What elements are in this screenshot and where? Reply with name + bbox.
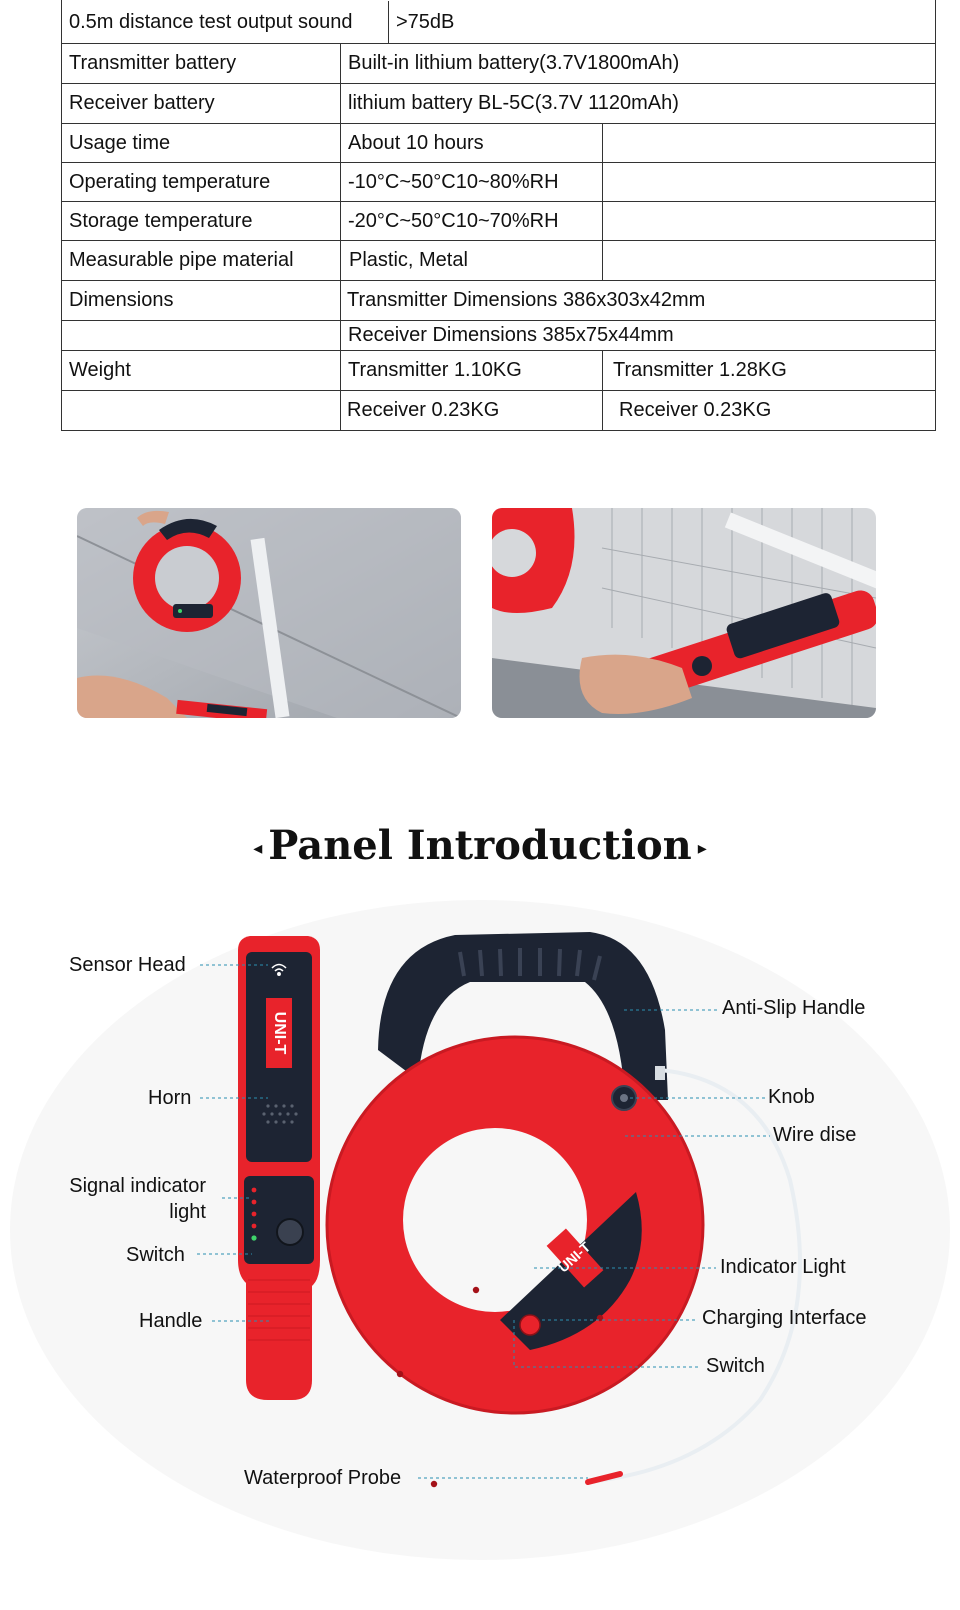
spec-value: Receiver Dimensions 385x75x44mm xyxy=(348,324,674,346)
spec-row-operating-temp xyxy=(62,163,935,202)
spec-value-2: Transmitter 1.28KG xyxy=(613,359,787,381)
spec-value: Plastic, Metal xyxy=(349,249,468,271)
spec-value: -20°C~50°C10~70%RH xyxy=(348,209,559,232)
panel-title-text: Panel Introduction xyxy=(268,822,692,869)
spec-table xyxy=(61,0,936,431)
spec-label: Usage time xyxy=(69,131,171,154)
spec-row-receiver-weight xyxy=(62,391,935,431)
spec-row-pipe-material xyxy=(62,241,935,281)
spec-row-weight xyxy=(62,351,935,391)
callout-sensor-head: Sensor Head xyxy=(69,954,186,976)
callout-waterproof-probe: Waterproof Probe xyxy=(244,1467,402,1489)
spec-label: Operating temperature xyxy=(69,170,271,193)
callout-knob: Knob xyxy=(768,1086,815,1108)
transmitter-logo: UNI-T xyxy=(554,1238,594,1276)
spec-label: Receiver battery xyxy=(69,92,215,114)
panel-title xyxy=(0,822,960,873)
callout-signal-indicator xyxy=(58,1174,206,1224)
callout-signal-indicator-line2: light xyxy=(169,1201,206,1223)
usage-photo-tiles xyxy=(492,508,876,718)
spec-value: lithium battery BL-5C(3.7V 1120mAh) xyxy=(348,92,679,114)
spec-label: Storage temperature xyxy=(69,209,253,232)
spec-label: Dimensions xyxy=(69,289,174,311)
callout-handle: Handle xyxy=(139,1310,203,1332)
callout-transmitter-switch: Switch xyxy=(706,1355,765,1377)
spec-row-receiver-dimensions xyxy=(62,321,935,351)
spec-row-storage-temp xyxy=(62,202,935,241)
panel-illustration xyxy=(0,880,960,1580)
callout-receiver-switch: Switch xyxy=(126,1244,185,1266)
usage-photo-wall xyxy=(77,508,461,718)
spec-value: -10°C~50°C10~80%RH xyxy=(348,170,559,193)
spec-row-output-sound xyxy=(62,1,935,44)
spec-value-2: Receiver 0.23KG xyxy=(619,399,772,421)
spec-value: Built-in lithium battery(3.7V1800mAh) xyxy=(348,52,680,74)
left-arrow-icon: ◂ xyxy=(253,838,263,859)
spec-row-usage-time xyxy=(62,124,935,163)
spec-value: Transmitter Dimensions 386x303x42mm xyxy=(347,289,706,311)
spec-row-dimensions xyxy=(62,281,935,321)
spec-label: Measurable pipe material xyxy=(69,249,294,271)
spec-row-transmitter-battery xyxy=(62,44,935,84)
spec-label: Weight xyxy=(69,359,131,381)
callout-horn: Horn xyxy=(148,1087,192,1109)
callout-wire-disc: Wire dise xyxy=(773,1124,857,1146)
receiver-logo: UNI-T xyxy=(270,1011,288,1055)
right-arrow-icon: ▸ xyxy=(697,838,707,859)
spec-value: Receiver 0.23KG xyxy=(347,399,500,421)
callout-charging-interface: Charging Interface xyxy=(702,1307,867,1329)
callout-indicator-light: Indicator Light xyxy=(720,1256,846,1278)
spec-label: Transmitter battery xyxy=(69,52,237,74)
spec-value: Transmitter 1.10KG xyxy=(348,359,522,381)
callout-signal-indicator-line1: Signal indicator xyxy=(69,1175,206,1197)
receiver-device xyxy=(238,936,320,1400)
callout-anti-slip-handle: Anti-Slip Handle xyxy=(722,997,866,1019)
spec-row-receiver-battery xyxy=(62,84,935,124)
spec-label: 0.5m distance test output sound xyxy=(69,10,353,33)
spec-value: >75dB xyxy=(396,10,455,33)
spec-value: About 10 hours xyxy=(348,131,484,154)
